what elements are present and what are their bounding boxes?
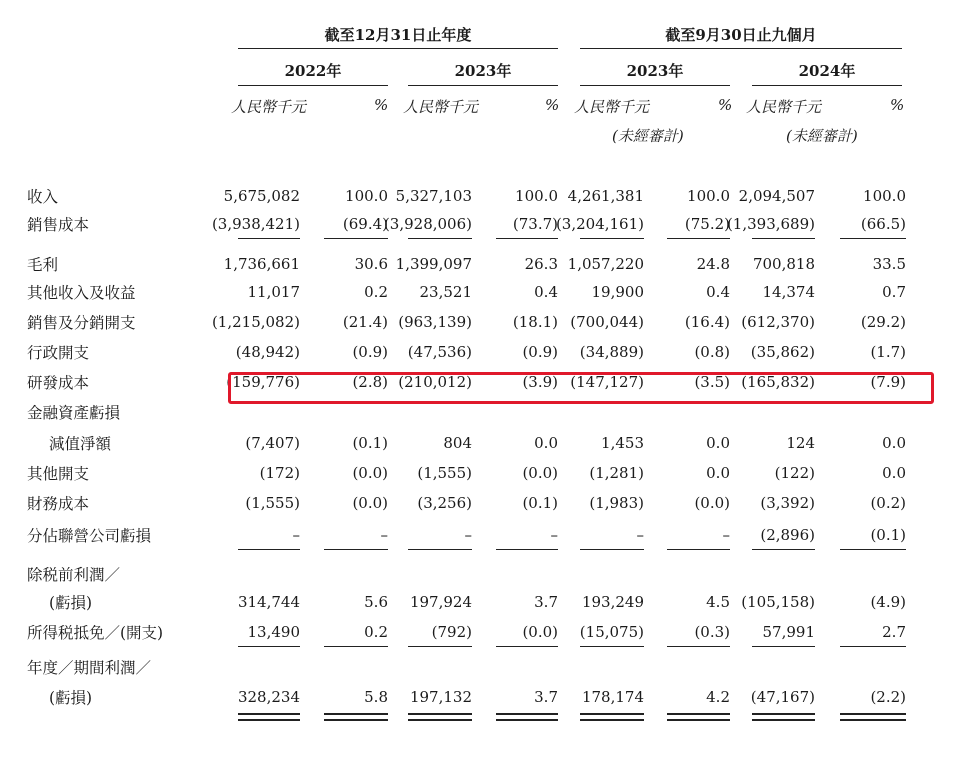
- table-cell: –: [380, 526, 388, 544]
- total-double-rule: [408, 713, 472, 715]
- table-cell: (963,139): [398, 313, 472, 331]
- table-cell: 5,675,082: [223, 187, 300, 205]
- group-header-annual: 截至12月31日止年度: [324, 26, 472, 44]
- table-cell: (47,167): [750, 688, 815, 706]
- table-cell: (612,370): [741, 313, 815, 331]
- table-cell: (2.2): [870, 688, 906, 706]
- table-cell: 804: [443, 434, 472, 452]
- table-cell: (1.7): [870, 343, 906, 361]
- unit-unaudited-2: (未經審計): [786, 127, 858, 145]
- table-cell: 4,261,381: [567, 187, 644, 205]
- table-cell: (4.9): [870, 593, 906, 611]
- table-cell: 3.7: [534, 593, 558, 611]
- table-cell: (0.2): [870, 494, 906, 512]
- row-label: 分佔聯營公司虧損: [27, 527, 152, 545]
- table-cell: 0.0: [534, 434, 558, 452]
- table-cell: 0.0: [706, 464, 730, 482]
- table-cell: 0.2: [364, 623, 388, 641]
- unit-pct-4: %: [890, 96, 905, 114]
- table-cell: 100.0: [863, 187, 906, 205]
- unit-pct-3: %: [718, 96, 733, 114]
- subtotal-rule: [408, 549, 472, 550]
- total-double-rule: [324, 713, 388, 715]
- table-cell: (75.2): [684, 215, 730, 233]
- table-cell: 1,057,220: [567, 255, 644, 273]
- table-cell: (0.0): [694, 494, 730, 512]
- year-header-2023a: 2023年: [454, 62, 512, 80]
- table-cell: 11,017: [247, 283, 300, 301]
- table-cell: 5,327,103: [395, 187, 472, 205]
- table-cell: 0.4: [534, 283, 558, 301]
- table-cell: 0.0: [706, 434, 730, 452]
- total-double-rule: [580, 713, 644, 715]
- table-cell: 100.0: [515, 187, 558, 205]
- subtotal-rule: [752, 238, 815, 239]
- table-cell: (0.1): [352, 434, 388, 452]
- table-cell: (1,555): [245, 494, 300, 512]
- row-label: 收入: [27, 188, 59, 206]
- subtotal-rule: [752, 549, 815, 550]
- table-cell: (122): [774, 464, 815, 482]
- table-cell: –: [292, 526, 300, 544]
- table-cell: 1,736,661: [223, 255, 300, 273]
- row-label: 除税前利潤／: [27, 566, 121, 584]
- table-cell: 0.0: [882, 464, 906, 482]
- row-label: 所得税抵免／(開支): [27, 624, 164, 642]
- table-cell: 24.8: [696, 255, 730, 273]
- table-cell: (35,862): [750, 343, 815, 361]
- table-cell: (0.0): [522, 623, 558, 641]
- subtotal-rule: [408, 646, 472, 647]
- table-cell: (159,776): [226, 373, 300, 391]
- row-label: 減值淨額: [49, 435, 112, 453]
- total-double-rule: [324, 719, 388, 721]
- table-cell: (1,555): [417, 464, 472, 482]
- unit-pct-1: %: [374, 96, 389, 114]
- subtotal-rule: [667, 238, 730, 239]
- table-cell: (147,127): [570, 373, 644, 391]
- table-cell: (1,393,689): [726, 215, 815, 233]
- total-double-rule: [667, 719, 730, 721]
- table-cell: 314,744: [237, 593, 300, 611]
- table-cell: (0.0): [352, 464, 388, 482]
- table-cell: 5.8: [364, 688, 388, 706]
- table-cell: 5.6: [364, 593, 388, 611]
- year-header-2024: 2024年: [798, 62, 856, 80]
- table-cell: 2.7: [882, 623, 906, 641]
- row-label: 銷售及分銷開支: [27, 314, 136, 332]
- table-cell: (15,075): [579, 623, 644, 641]
- year-rule-2023b: [580, 85, 730, 86]
- row-label: (虧損): [49, 689, 93, 707]
- total-double-rule: [496, 713, 558, 715]
- table-cell: 33.5: [872, 255, 906, 273]
- year-rule-2024: [752, 85, 902, 86]
- table-cell: (21.4): [342, 313, 388, 331]
- table-cell: –: [550, 526, 558, 544]
- table-cell: (0.9): [352, 343, 388, 361]
- table-cell: 0.4: [706, 283, 730, 301]
- unit-rmb-2: 人民幣千元: [403, 98, 479, 116]
- table-cell: (48,942): [235, 343, 300, 361]
- table-cell: (3,938,421): [211, 215, 300, 233]
- table-cell: (3,204,161): [555, 215, 644, 233]
- group-header-nine-months: 截至9月30日止九個月: [665, 26, 817, 44]
- table-cell: 700,818: [752, 255, 815, 273]
- table-cell: 30.6: [354, 255, 388, 273]
- table-cell: (2.8): [352, 373, 388, 391]
- table-cell: –: [722, 526, 730, 544]
- table-cell: 124: [786, 434, 815, 452]
- table-cell: (3.5): [694, 373, 730, 391]
- subtotal-rule: [324, 549, 388, 550]
- table-cell: –: [636, 526, 644, 544]
- table-cell: (2,896): [760, 526, 815, 544]
- table-cell: 0.0: [882, 434, 906, 452]
- subtotal-rule: [408, 238, 472, 239]
- table-cell: (29.2): [860, 313, 906, 331]
- subtotal-rule: [324, 238, 388, 239]
- subtotal-rule: [238, 646, 300, 647]
- table-cell: (34,889): [579, 343, 644, 361]
- table-cell: 4.2: [706, 688, 730, 706]
- total-double-rule: [238, 719, 300, 721]
- table-cell: (1,215,082): [211, 313, 300, 331]
- unit-unaudited-1: (未經審計): [612, 127, 684, 145]
- subtotal-rule: [752, 646, 815, 647]
- subtotal-rule: [238, 549, 300, 550]
- table-cell: (210,012): [398, 373, 472, 391]
- table-cell: 1,399,097: [395, 255, 472, 273]
- subtotal-rule: [840, 549, 906, 550]
- total-double-rule: [667, 713, 730, 715]
- total-double-rule: [752, 713, 815, 715]
- table-cell: (18.1): [512, 313, 558, 331]
- table-cell: 3.7: [534, 688, 558, 706]
- subtotal-rule: [496, 238, 558, 239]
- table-cell: (7.9): [870, 373, 906, 391]
- table-cell: 4.5: [706, 593, 730, 611]
- table-cell: (73.7): [512, 215, 558, 233]
- row-label: 毛利: [27, 256, 59, 274]
- table-cell: (0.1): [870, 526, 906, 544]
- subtotal-rule: [324, 646, 388, 647]
- year-header-2022: 2022年: [284, 62, 342, 80]
- unit-rmb-1: 人民幣千元: [231, 98, 307, 116]
- subtotal-rule: [667, 549, 730, 550]
- subtotal-rule: [840, 238, 906, 239]
- highlight-rd-cost-row: [228, 372, 934, 404]
- table-cell: (700,044): [570, 313, 644, 331]
- table-cell: 0.7: [882, 283, 906, 301]
- row-label: 行政開支: [27, 344, 90, 362]
- subtotal-rule: [840, 646, 906, 647]
- row-label: 年度／期間利潤／: [27, 659, 152, 677]
- table-cell: (1,983): [589, 494, 644, 512]
- row-label: (虧損): [49, 594, 93, 612]
- table-cell: (1,281): [589, 464, 644, 482]
- table-cell: (47,536): [407, 343, 472, 361]
- subtotal-rule: [580, 549, 644, 550]
- table-cell: (0.0): [352, 494, 388, 512]
- table-cell: 178,174: [581, 688, 644, 706]
- table-cell: 1,453: [601, 434, 644, 452]
- table-cell: (0.3): [694, 623, 730, 641]
- table-cell: (792): [431, 623, 472, 641]
- subtotal-rule: [580, 646, 644, 647]
- table-cell: 100.0: [345, 187, 388, 205]
- table-cell: 23,521: [419, 283, 472, 301]
- year-header-2023b: 2023年: [626, 62, 684, 80]
- table-cell: 57,991: [762, 623, 815, 641]
- unit-rmb-3: 人民幣千元: [574, 98, 650, 116]
- table-cell: –: [464, 526, 472, 544]
- subtotal-rule: [496, 549, 558, 550]
- table-cell: (165,832): [741, 373, 815, 391]
- table-cell: (7,407): [245, 434, 300, 452]
- group-rule-nine-months: [580, 48, 902, 49]
- subtotal-rule: [667, 646, 730, 647]
- subtotal-rule: [238, 238, 300, 239]
- year-rule-2022: [238, 85, 388, 86]
- table-cell: (0.9): [522, 343, 558, 361]
- table-cell: (16.4): [684, 313, 730, 331]
- total-double-rule: [496, 719, 558, 721]
- year-rule-2023a: [408, 85, 558, 86]
- total-double-rule: [580, 719, 644, 721]
- row-label: 金融資產虧損: [27, 404, 121, 422]
- table-cell: (3,392): [760, 494, 815, 512]
- row-label: 研發成本: [27, 374, 90, 392]
- row-label: 財務成本: [27, 495, 90, 513]
- row-label: 其他開支: [27, 465, 90, 483]
- total-double-rule: [840, 713, 906, 715]
- table-cell: 0.2: [364, 283, 388, 301]
- total-double-rule: [752, 719, 815, 721]
- table-cell: (69.4): [342, 215, 388, 233]
- table-cell: (172): [259, 464, 300, 482]
- table-cell: 328,234: [237, 688, 300, 706]
- table-cell: (3.9): [522, 373, 558, 391]
- table-cell: 26.3: [524, 255, 558, 273]
- table-cell: 19,900: [591, 283, 644, 301]
- table-cell: (3,256): [417, 494, 472, 512]
- table-cell: (0.1): [522, 494, 558, 512]
- table-cell: (66.5): [860, 215, 906, 233]
- row-label: 其他收入及收益: [27, 284, 136, 302]
- total-double-rule: [408, 719, 472, 721]
- subtotal-rule: [580, 238, 644, 239]
- table-cell: (0.0): [522, 464, 558, 482]
- subtotal-rule: [496, 646, 558, 647]
- table-cell: (3,928,006): [383, 215, 472, 233]
- table-cell: 193,249: [581, 593, 644, 611]
- table-cell: (0.8): [694, 343, 730, 361]
- table-cell: 14,374: [762, 283, 815, 301]
- row-label: 銷售成本: [27, 216, 90, 234]
- total-double-rule: [840, 719, 906, 721]
- unit-rmb-4: 人民幣千元: [746, 98, 822, 116]
- table-cell: 2,094,507: [738, 187, 815, 205]
- unit-pct-2: %: [545, 96, 560, 114]
- table-cell: 100.0: [687, 187, 730, 205]
- total-double-rule: [238, 713, 300, 715]
- table-cell: 197,132: [409, 688, 472, 706]
- table-cell: 13,490: [247, 623, 300, 641]
- table-cell: 197,924: [409, 593, 472, 611]
- group-rule-annual: [238, 48, 558, 49]
- table-cell: (105,158): [741, 593, 815, 611]
